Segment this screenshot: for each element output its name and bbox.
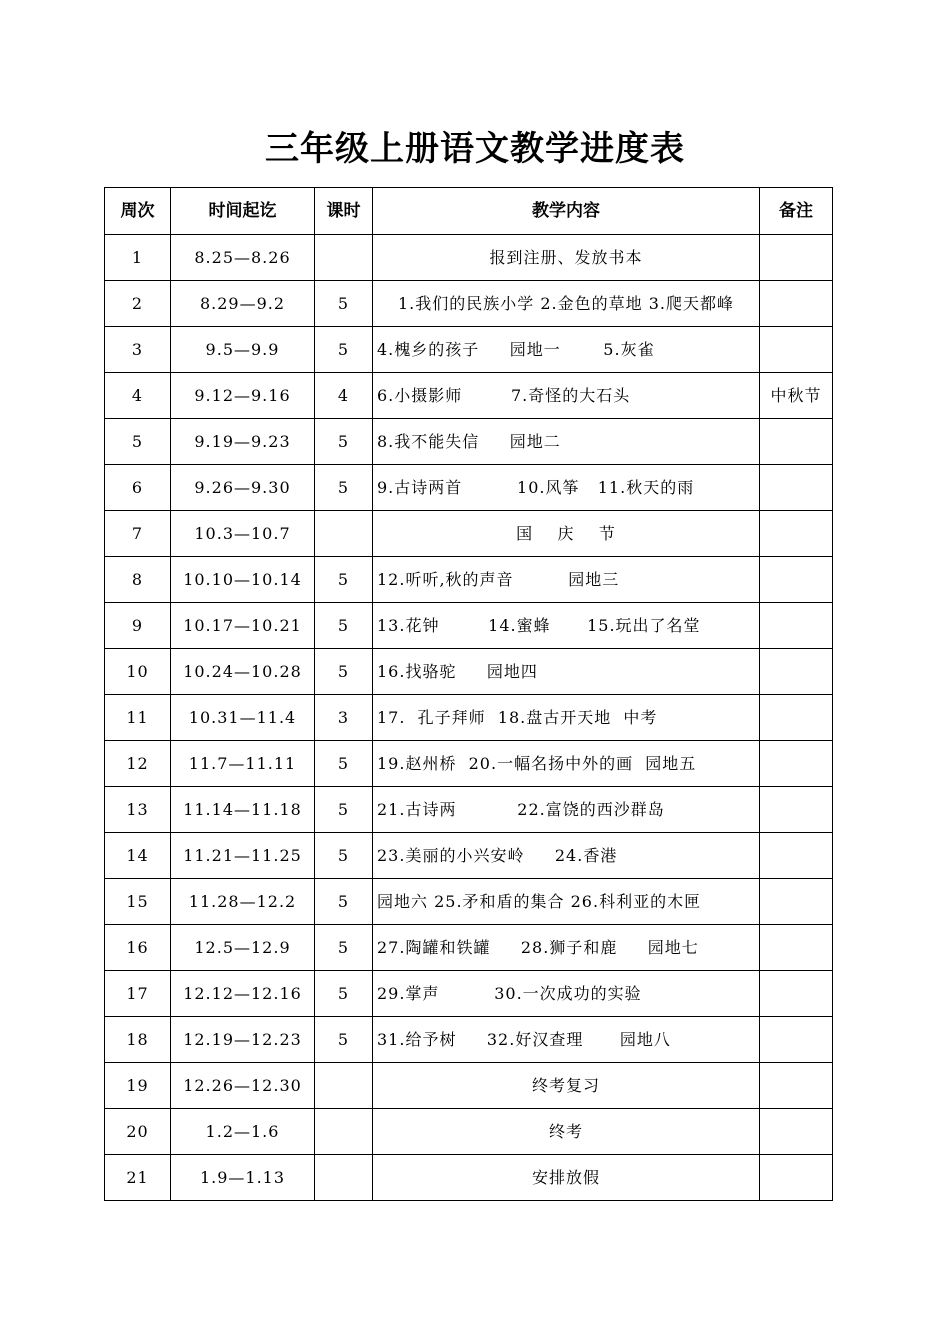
header-hours: 课时 [315,188,373,235]
table-row [105,373,833,419]
dates-cell: 11.7—11.11 [171,741,315,787]
dates-cell: 10.31—11.4 [171,695,315,741]
notes-cell [760,741,833,787]
notes-cell: 中秋节 [760,373,833,419]
hours-cell: 5 [315,787,373,833]
content-cell: 6.小摄影师 7.奇怪的大石头 [373,373,760,419]
hours-cell: 5 [315,833,373,879]
table-row [105,1063,833,1109]
dates-cell: 11.21—11.25 [171,833,315,879]
table-row [105,1017,833,1063]
week-cell: 11 [105,695,171,741]
week-cell: 14 [105,833,171,879]
table-row [105,1109,833,1155]
content-cell: 终考复习 [373,1063,760,1109]
hours-cell: 5 [315,419,373,465]
hours-cell [315,511,373,557]
week-cell: 15 [105,879,171,925]
header-dates: 时间起讫 [171,188,315,235]
content-cell: 12.听听,秋的声音 园地三 [373,557,760,603]
content-cell: 13.花钟 14.蜜蜂 15.玩出了名堂 [373,603,760,649]
hours-cell: 5 [315,925,373,971]
table-row [105,695,833,741]
hours-cell: 5 [315,465,373,511]
table-row [105,419,833,465]
week-cell: 9 [105,603,171,649]
content-cell: 安排放假 [373,1155,760,1201]
content-cell: 27.陶罐和铁罐 28.狮子和鹿 园地七 [373,925,760,971]
table-row [105,787,833,833]
hours-cell [315,1109,373,1155]
content-cell: 19.赵州桥 20.一幅名扬中外的画 园地五 [373,741,760,787]
notes-cell [760,1109,833,1155]
week-cell: 5 [105,419,171,465]
hours-cell: 5 [315,741,373,787]
content-cell: 8.我不能失信 园地二 [373,419,760,465]
week-cell: 13 [105,787,171,833]
hours-cell: 4 [315,373,373,419]
header-row [105,188,833,235]
table-row [105,281,833,327]
content-cell: 17. 孔子拜师 18.盘古开天地 中考 [373,695,760,741]
schedule-table [104,187,833,1201]
content-cell: 4.槐乡的孩子 园地一 5.灰雀 [373,327,760,373]
notes-cell [760,695,833,741]
dates-cell: 10.3—10.7 [171,511,315,557]
week-cell: 16 [105,925,171,971]
hours-cell: 5 [315,557,373,603]
dates-cell: 9.12—9.16 [171,373,315,419]
notes-cell [760,787,833,833]
notes-cell [760,281,833,327]
notes-cell [760,557,833,603]
week-cell: 4 [105,373,171,419]
table-row [105,603,833,649]
dates-cell: 11.14—11.18 [171,787,315,833]
dates-cell: 9.26—9.30 [171,465,315,511]
table-row [105,879,833,925]
notes-cell [760,511,833,557]
dates-cell: 12.19—12.23 [171,1017,315,1063]
header-content: 教学内容 [373,188,760,235]
dates-cell: 1.9—1.13 [171,1155,315,1201]
page-title: 三年级上册语文教学进度表 [265,129,685,169]
notes-cell [760,327,833,373]
dates-cell: 11.28—12.2 [171,879,315,925]
week-cell: 8 [105,557,171,603]
dates-cell: 10.17—10.21 [171,603,315,649]
content-cell: 9.古诗两首 10.风筝 11.秋天的雨 [373,465,760,511]
hours-cell: 5 [315,971,373,1017]
week-cell: 17 [105,971,171,1017]
dates-cell: 12.12—12.16 [171,971,315,1017]
table-row [105,557,833,603]
hours-cell: 5 [315,649,373,695]
content-cell: 国 庆 节 [373,511,760,557]
header-week: 周次 [105,188,171,235]
hours-cell [315,1063,373,1109]
table-row [105,235,833,281]
dates-cell: 9.19—9.23 [171,419,315,465]
header-notes: 备注 [760,188,833,235]
notes-cell [760,603,833,649]
week-cell: 10 [105,649,171,695]
hours-cell: 5 [315,327,373,373]
table-row [105,925,833,971]
dates-cell: 10.24—10.28 [171,649,315,695]
notes-cell [760,1017,833,1063]
dates-cell: 10.10—10.14 [171,557,315,603]
hours-cell: 5 [315,603,373,649]
hours-cell [315,235,373,281]
week-cell: 21 [105,1155,171,1201]
content-cell: 16.找骆驼 园地四 [373,649,760,695]
notes-cell [760,971,833,1017]
content-cell: 21.古诗两 22.富饶的西沙群岛 [373,787,760,833]
dates-cell: 9.5—9.9 [171,327,315,373]
table-row [105,649,833,695]
week-cell: 1 [105,235,171,281]
hours-cell: 5 [315,879,373,925]
content-cell: 1.我们的民族小学 2.金色的草地 3.爬天都峰 [373,281,760,327]
hours-cell: 5 [315,281,373,327]
table-row [105,327,833,373]
week-cell: 19 [105,1063,171,1109]
dates-cell: 1.2—1.6 [171,1109,315,1155]
notes-cell [760,1063,833,1109]
notes-cell [760,649,833,695]
notes-cell [760,879,833,925]
content-cell: 31.给予树 32.好汉查理 园地八 [373,1017,760,1063]
week-cell: 2 [105,281,171,327]
week-cell: 6 [105,465,171,511]
table-row [105,465,833,511]
week-cell: 20 [105,1109,171,1155]
week-cell: 7 [105,511,171,557]
dates-cell: 8.29—9.2 [171,281,315,327]
week-cell: 18 [105,1017,171,1063]
table-row [105,511,833,557]
notes-cell [760,833,833,879]
dates-cell: 12.5—12.9 [171,925,315,971]
table-row [105,741,833,787]
dates-cell: 8.25—8.26 [171,235,315,281]
week-cell: 3 [105,327,171,373]
dates-cell: 12.26—12.30 [171,1063,315,1109]
table-row [105,1155,833,1201]
table-row [105,971,833,1017]
content-cell: 23.美丽的小兴安岭 24.香港 [373,833,760,879]
hours-cell: 5 [315,1017,373,1063]
notes-cell [760,235,833,281]
hours-cell [315,1155,373,1201]
content-cell: 29.掌声 30.一次成功的实验 [373,971,760,1017]
notes-cell [760,419,833,465]
notes-cell [760,1155,833,1201]
content-cell: 终考 [373,1109,760,1155]
content-cell: 报到注册、发放书本 [373,235,760,281]
week-cell: 12 [105,741,171,787]
notes-cell [760,465,833,511]
hours-cell: 3 [315,695,373,741]
notes-cell [760,925,833,971]
content-cell: 园地六 25.矛和盾的集合 26.科利亚的木匣 [373,879,760,925]
table-row [105,833,833,879]
